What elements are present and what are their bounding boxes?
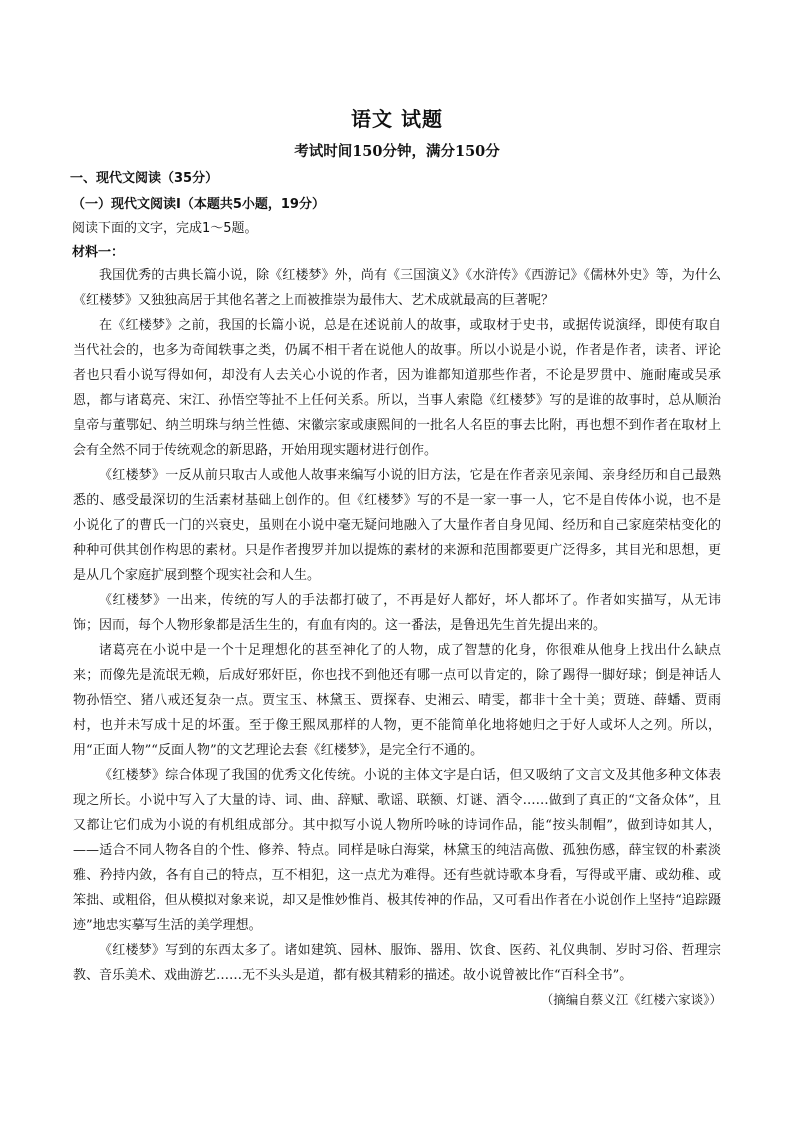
passage-paragraph: 《红楼梦》写到的东西太多了。诸如建筑、园林、服饰、器用、饮食、医药、礼仪典制、岁时习俗、哲理宗教、音乐美术、戏曲游艺……无不头头是道，都有极其精彩的描述。故小说曾被比作“百科全书”。 (73, 943, 721, 983)
passage-paragraph: 《红楼梦》一出来，传统的写人的手法都打破了，不再是好人都好，坏人都坏了。作者如实描写，从无讳饰；因而，每个人物形象都是活生生的，有血有肉的。这一番法，是鲁迅先生首先提出来的。 (73, 593, 721, 633)
passage-paragraph: 诸葛亮在小说中是一个十足理想化的甚至神化了的人物，成了智慧的化身，你很难从他身上找出什么缺点来；而像先是流氓无赖，后成好邪奸臣，你也找不到他还有哪一点可以肯定的，除了踢得一脚好球；倒是神话人物孙悟空、猪八戒还复杂一点。贾宝玉、林黛玉、贾探春、史湘云、晴雯，都非十全十美；贾琏、薛蟠、贾雨村，也并未写成十足的坏蛋。至于像王熙凤那样的人物，更不能简单化地将她归之于好人或坏人之列。所以，用“正面人物”“反面人物”的文艺理论去套《红楼梦》，是完全行不通的。 (73, 643, 721, 758)
section-heading: 一、现代文阅读（35分） (70, 171, 219, 186)
passage-paragraph: 《红楼梦》综合体现了我国的优秀文化传统。小说的主体文字是白话，但又吸纳了文言文及其他多种文体表现之所长。小说中写入了大量的诗、词、曲、辞赋、歌谣、联额、灯谜、酒令……做到了真正的“文备众体”，且又都让它们成为小说的有机组成部分。其中拟写小说人物所吟咏的诗词作品，能“按头制帽”，做到诗如其人，——适合不同人物各自的个性、修养、特点。同样是咏白海棠，林黛玉的纯洁高傲、孤独伤感，薛宝钗的朴素淡雅、矜持内敛，各有自己的特点，互不相犯，这一点尤为难得。还有些就诗歌本身看，写得或平庸、或幼稚、或笨拙、或粗俗，但从模拟对象来说，却又是惟妙惟肖、极其传神的作品，又可看出作者在小说创作上坚持“追踪蹑迹”地忠实摹写生活的美学理想。 (73, 768, 721, 933)
passage-paragraph: 在《红楼梦》之前，我国的长篇小说，总是在述说前人的故事，或取材于史书，或据传说演绎，即使有取自当代社会的，也多为奇闻轶事之类，仍属不相干者在说他人的故事。所以小说是小说，作者是作者，读者、评论者也只看小说写得如何，却没有人去关心小说的作者，因为谁都知道那些作者，不论是罗贯中、施耐庵或吴承恩，都与诸葛亮、宋江、孙悟空等扯不上任何关系。所以，当事人索隐《红楼梦》写的是谁的故事时，总从顺治皇帝与董鄂妃、纳兰明珠与纳兰性德、宋徽宗家或康熙间的一批名人名臣的事去比附，再也想不到作者在取材上会有全然不同于传统观念的新思路，开始用现实题材进行创作。 (73, 318, 721, 458)
passage-body (73, 263, 721, 988)
passage-source-citation: （摘编自蔡义江《红楼六家谈》） (540, 992, 722, 1007)
material-label: 材料一： (72, 245, 125, 260)
subsection-heading: （一）现代文阅读Ⅰ（本题共5小题，19分） (72, 197, 325, 212)
passage-paragraph: 《红楼梦》一反从前只取古人或他人故事来编写小说的旧方法，它是在作者亲见亲闻、亲身经历和自己最熟悉的、感受最深切的生活素材基础上创作的。但《红楼梦》写的不是一家一事一人，它不是自传体小说，也不是小说化了的曹氏一门的兴衰史，虽则在小说中毫无疑问地融入了大量作者自身见闻、经历和自己家庭荣枯变化的种种可供其创作构思的素材。只是作者搜罗并加以提炼的素材的来源和范围都要更广泛得多，其目光和思想，更是从几个家庭扩展到整个现实社会和人生。 (73, 468, 721, 583)
passage-paragraph: 我国优秀的古典长篇小说，除《红楼梦》外，尚有《三国演义》《水浒传》《西游记》《儒林外史》等，为什么《红楼梦》又独独高居于其他名著之上而被推崇为最伟大、艺术成就最高的巨著呢？ (73, 268, 721, 308)
exam-time-subtitle: 考试时间150分钟，满分150分 (294, 143, 500, 160)
page-title: 语文 试题 (351, 107, 443, 131)
reading-instructions: 阅读下面的文字，完成1～5题。 (72, 221, 258, 236)
